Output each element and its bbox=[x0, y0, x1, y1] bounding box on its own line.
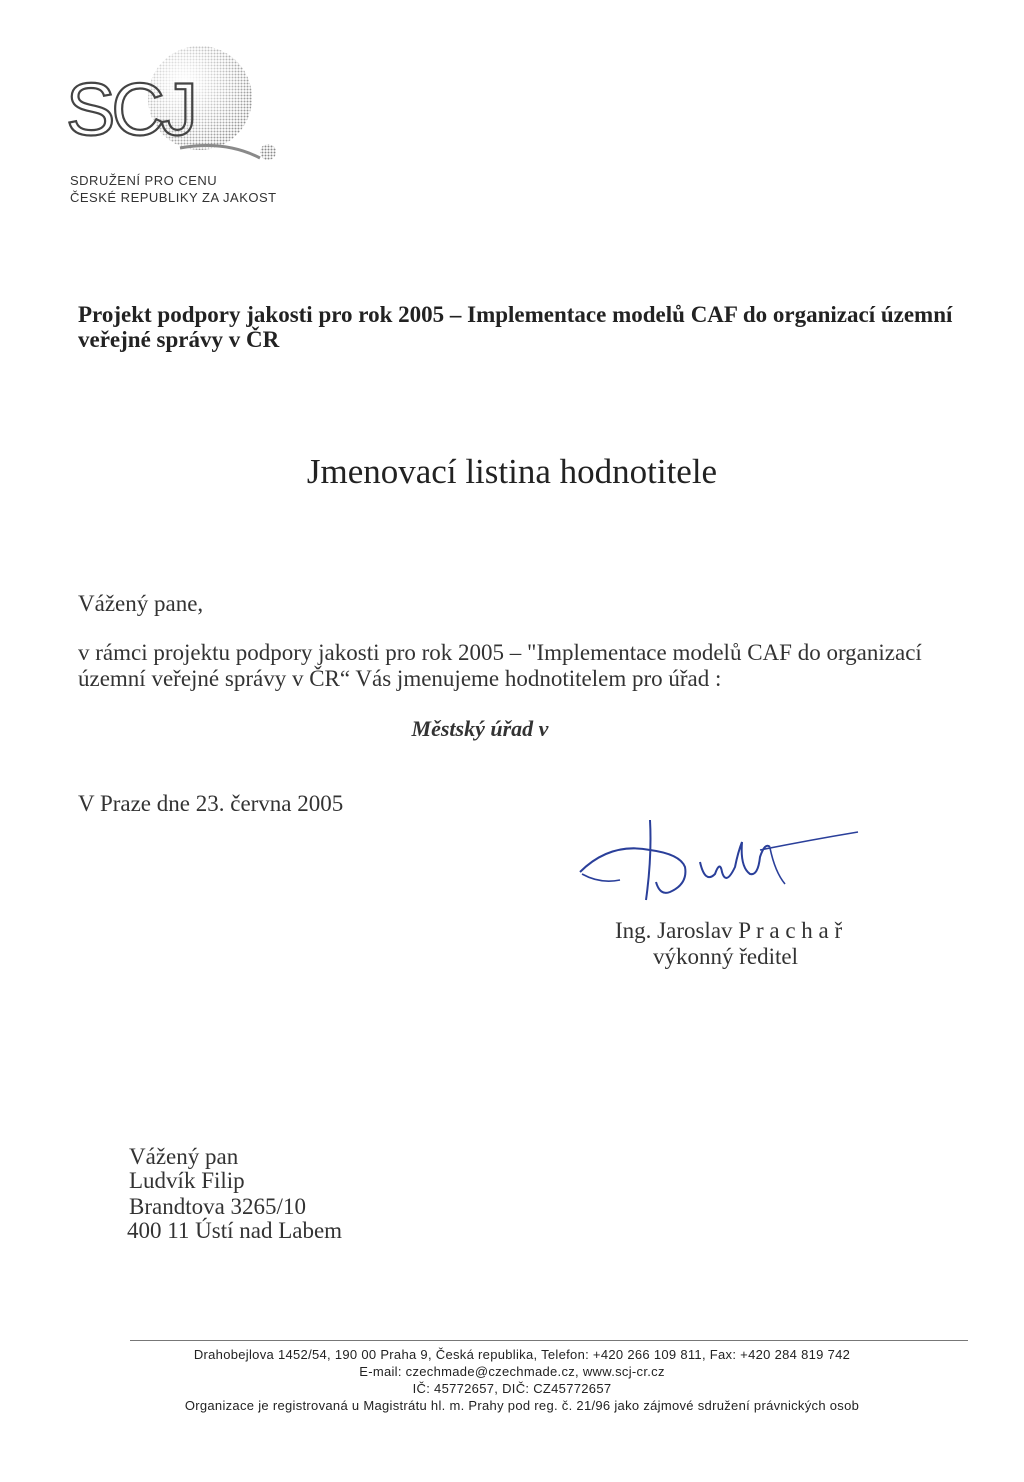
signature-graphic bbox=[570, 812, 870, 912]
recipient-line3: Brandtova 3265/10 bbox=[129, 1194, 306, 1219]
document-title: Jmenovací listina hodnotitele bbox=[306, 452, 718, 491]
logo-subtitle-line2: ČESKÉ REPUBLIKY ZA JAKOST bbox=[70, 190, 277, 205]
logo-wordmark: SCJ bbox=[66, 68, 194, 151]
recipient-line4: 400 11 Ústí nad Labem bbox=[127, 1218, 343, 1243]
footer-divider bbox=[130, 1340, 968, 1341]
scj-logo-graphic bbox=[60, 40, 300, 175]
salutation: Vážený pane, bbox=[78, 591, 204, 616]
logo-subtitle-line1: SDRUŽENÍ PRO CENU bbox=[70, 173, 218, 188]
footer-tax-ids: IČ: 45772657, DIČ: CZ45772657 bbox=[412, 1381, 612, 1396]
office-name: Městský úřad v bbox=[411, 716, 549, 741]
footer-address: Drahobejlova 1452/54, 190 00 Praha 9, Česká republika, Telefon: +420 266 109 811, Fax: +420 284 819 742 bbox=[193, 1347, 851, 1362]
intro-paragraph: v rámci projektu podpory jakosti pro rok 2005 – "Implementace modelů CAF do organizací územní veřejné správy v ČR“ Vás jmenujeme hodnotitelem pro úřad : bbox=[78, 640, 922, 691]
place-and-date: V Praze dne 23. června 2005 bbox=[78, 791, 344, 816]
signer-name: Ing. Jaroslav P r a c h a ř bbox=[615, 918, 843, 943]
project-heading: Projekt podpory jakosti pro rok 2005 – Implementace modelů CAF do organizací územní veřejné správy v ČR bbox=[78, 302, 953, 352]
footer-contact: E-mail: czechmade@czechmade.cz, www.scj-cr.cz bbox=[359, 1364, 665, 1379]
recipient-line2: Ludvík Filip bbox=[129, 1168, 245, 1193]
signer-role: výkonný ředitel bbox=[653, 944, 798, 969]
recipient-line1: Vážený pan bbox=[129, 1144, 239, 1169]
scj-logo bbox=[60, 40, 300, 220]
footer-registration: Organizace je registrovaná u Magistrátu hl. m. Prahy pod reg. č. 21/96 jako zájmové sdružení právnických osob bbox=[184, 1398, 860, 1413]
